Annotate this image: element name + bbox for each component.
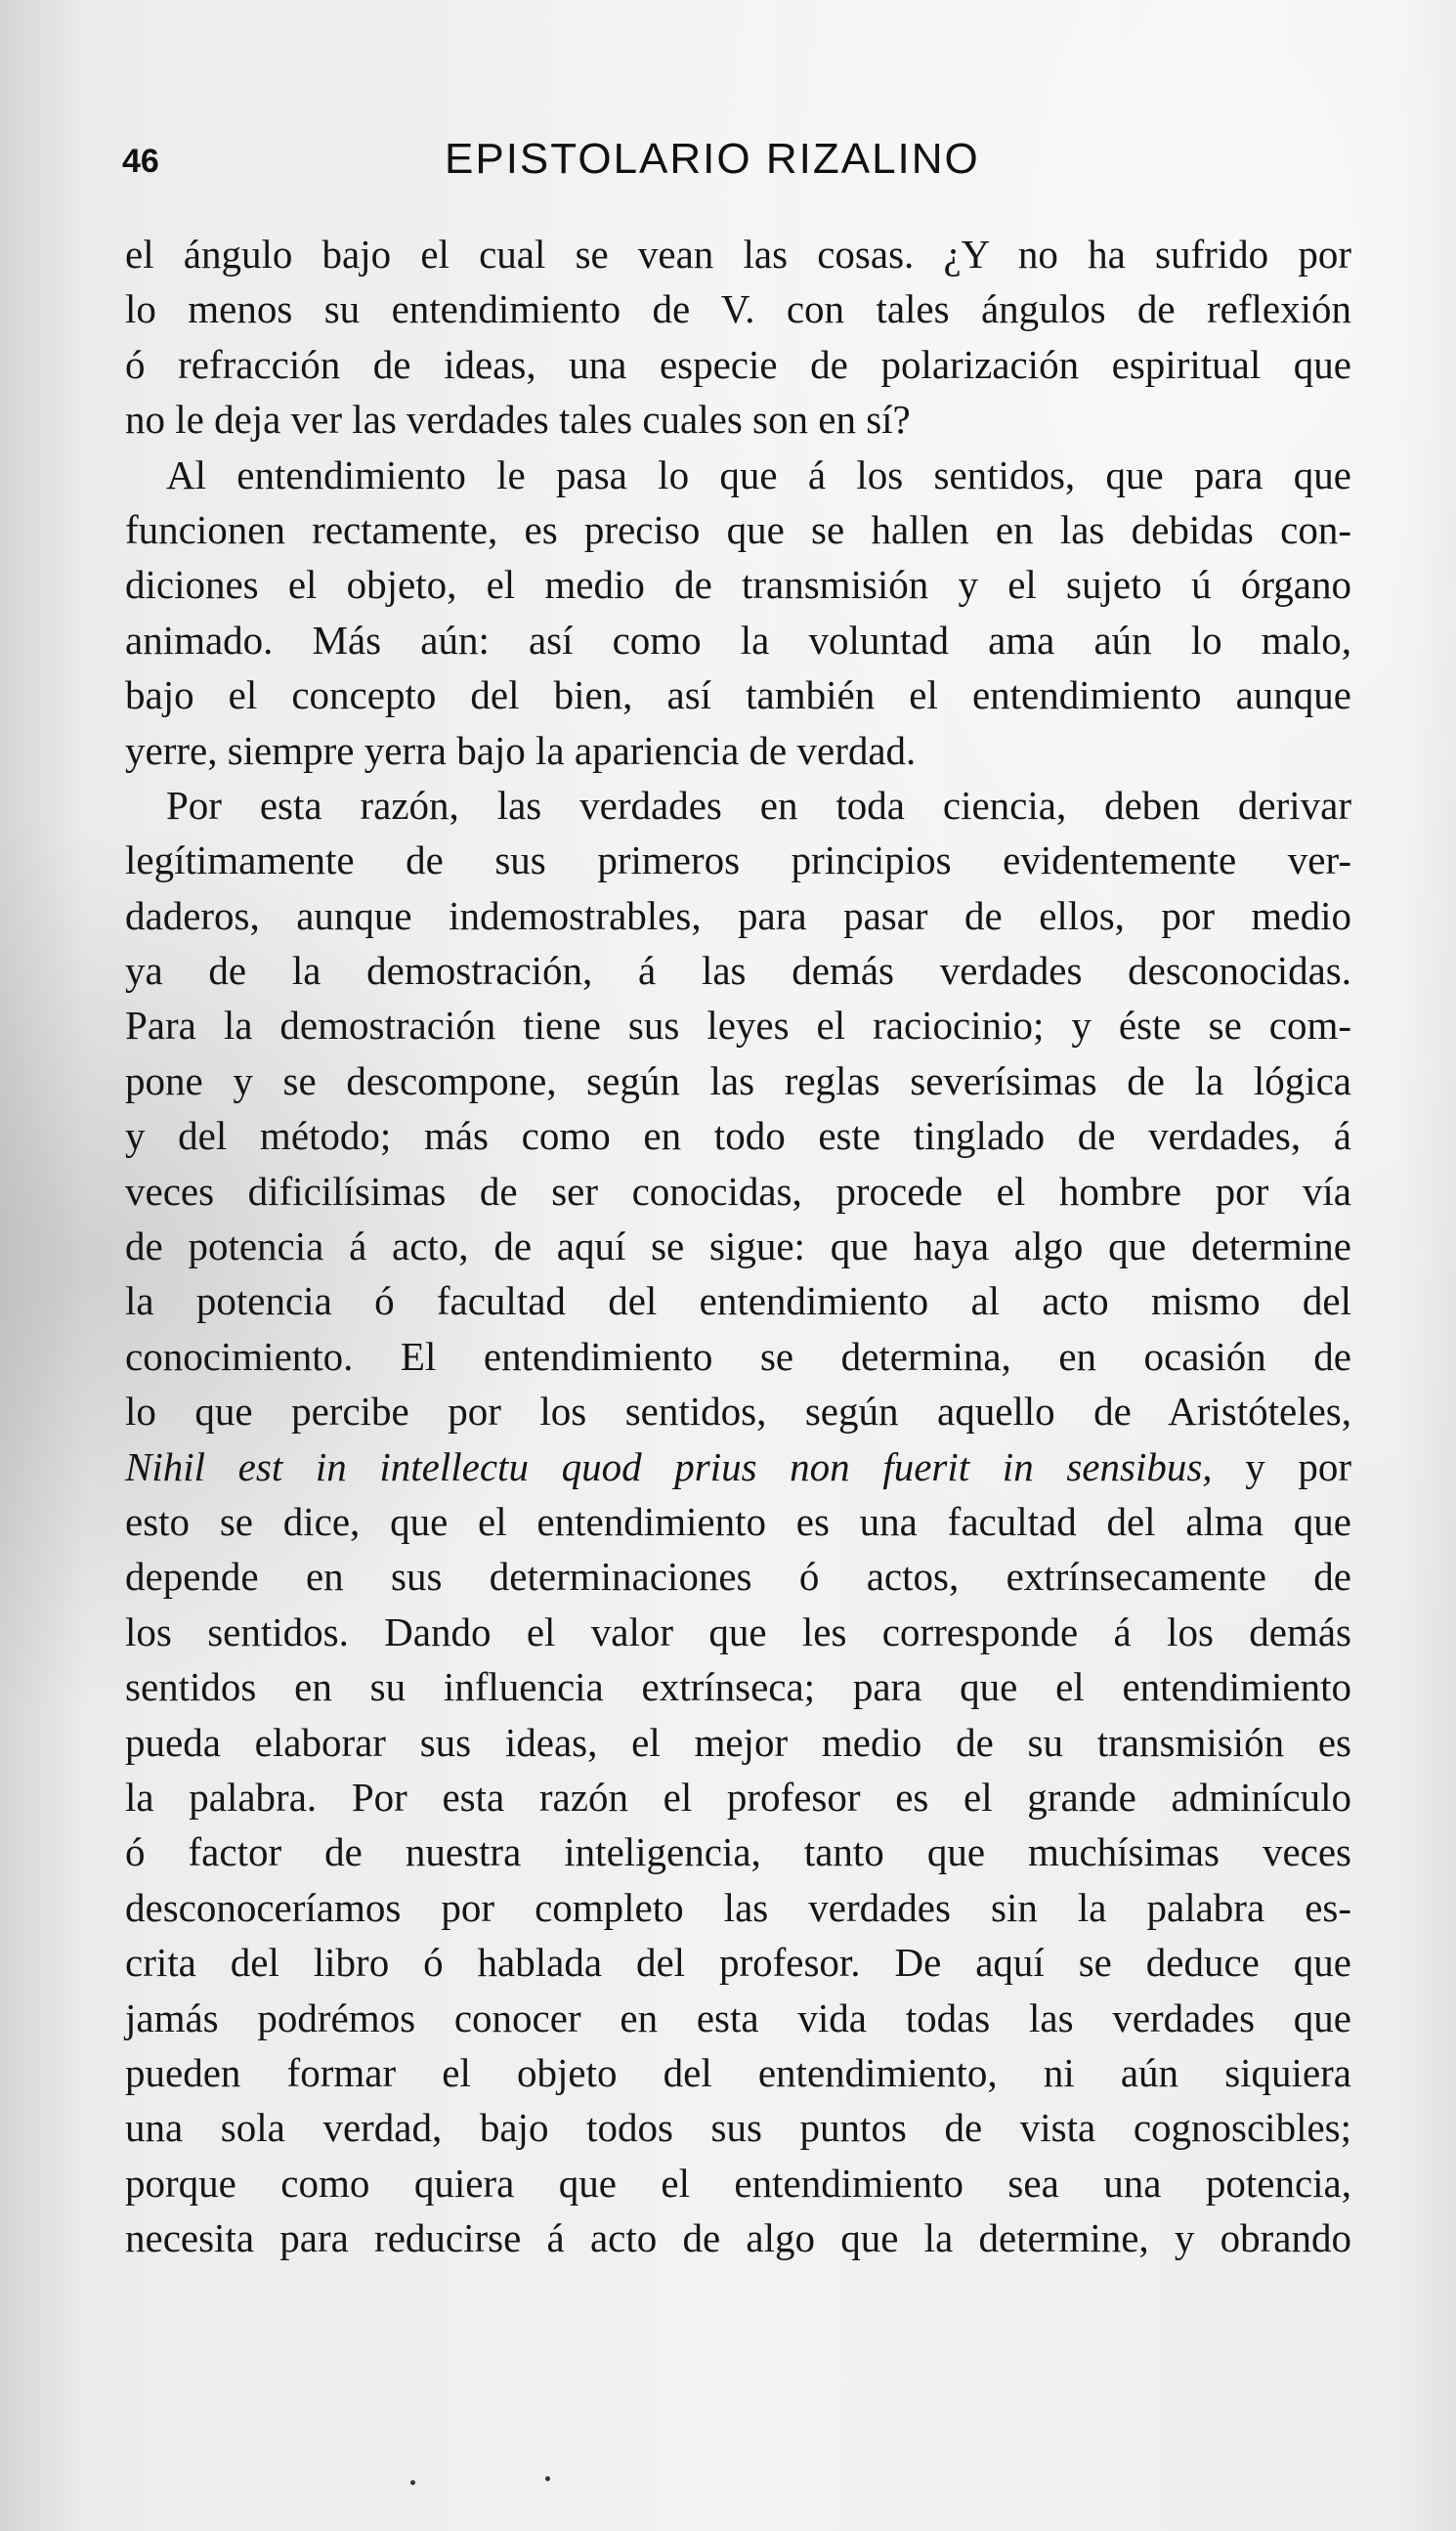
text-line: Al entendimiento le pasa lo que á los sentidos, que para que [166,451,1351,497]
text-line: animado. Más aún: así como la voluntad ama aún lo malo, [125,617,1351,663]
text-line: diciones el objeto, el medio de transmisión y el sujeto ú órgano [125,562,1351,608]
text-line: porque como quiera que el entendimiento sea una potencia, [125,2160,1351,2206]
text-line: pueden formar el objeto del entendimiento, ni aún siquiera [125,2049,1351,2095]
text-line: el ángulo bajo el cual se vean las cosas. ¿Y no ha sufrido por [125,232,1351,277]
text-line: ó factor de nuestra inteligencia, tanto que muchísimas veces [125,1829,1351,1875]
page-number: 46 [122,143,159,180]
text-line: lo que percibe por los sentidos, según aquello de Aristóteles, [125,1389,1351,1435]
page-header [122,135,1353,193]
text-line: ya de la demostración, á las demás verdades desconocidas. [125,948,1351,994]
text-line: pueda elaborar sus ideas, el mejor medio de su transmisión es [125,1719,1351,1765]
text-line: depende en sus determinaciones ó actos, extrínsecamente de [125,1554,1351,1600]
text-line: Para la demostración tiene sus leyes el raciocinio; y éste se com- [125,1003,1351,1049]
text-line: yerre, siempre yerra bajo la apariencia de verdad. [125,727,917,773]
text-line: pone y se descompone, según las reglas severísimas de la lógica [125,1057,1351,1103]
text-line: no le deja ver las verdades tales cuales son en sí? [125,397,911,443]
text-line: ó refracción de ideas, una especie de polarización espiritual que [125,341,1351,387]
text-line: Por esta razón, las verdades en toda ciencia, deben derivar [166,782,1351,828]
text-line: crita del libro ó hablada del profesor. De aquí se deduce que [125,1940,1351,1986]
body-text [125,227,1351,2265]
text-line: legítimamente de sus primeros principios evidentemente ver- [125,837,1351,883]
latin-phrase: Nihil est in intellectu quod prius non fuerit in sensibus, [125,1443,1213,1489]
text-line: lo menos su entendimiento de V. con tales ángulos de reflexión [125,286,1351,332]
text-line: veces dificilísimas de ser conocidas, procede el hombre por vía [125,1168,1351,1214]
text-line: y del método; más como en todo este tinglado de verdades, á [125,1113,1351,1159]
text-line: desconoceríamos por completo las verdades sin la palabra es- [125,1884,1351,1930]
text-line: bajo el concepto del bien, así también el entendimiento aunque [125,672,1351,718]
ink-speck [545,2476,550,2481]
text-line: de potencia á acto, de aquí se sigue: que haya algo que determine [125,1223,1351,1269]
text-line: los sentidos. Dando el valor que les corresponde á los demás [125,1609,1351,1654]
text-line: necesita para reducirse á acto de algo que la determine, y obrando [125,2215,1351,2261]
text-line: la potencia ó facultad del entendimiento al acto mismo del [125,1278,1351,1324]
text-line: daderos, aunque indemostrables, para pasar de ellos, por medio [125,892,1351,938]
text-line: jamás podrémos conocer en esta vida todas las verdades que [125,1995,1351,2040]
ink-speck [410,2480,415,2485]
text-line: esto se dice, que el entendimiento es una facultad del alma que [125,1498,1351,1544]
text-line: conocimiento. El entendimiento se determina, en ocasión de [125,1333,1351,1379]
text-line: la palabra. Por esta razón el profesor es el grande adminículo [125,1774,1351,1820]
running-title: EPISTOLARIO RIZALINO [445,135,980,183]
text-line: sentidos en su influencia extrínseca; para que el entendimiento [125,1664,1351,1710]
text-line: funcionen rectamente, es preciso que se hallen en las debidas con- [125,506,1351,552]
latin-line-rest: y por [1212,1443,1351,1489]
text-line: una sola verdad, bajo todos sus puntos de vista cognoscibles; [125,2105,1351,2151]
text-line-latin-quote [125,1439,1351,1494]
